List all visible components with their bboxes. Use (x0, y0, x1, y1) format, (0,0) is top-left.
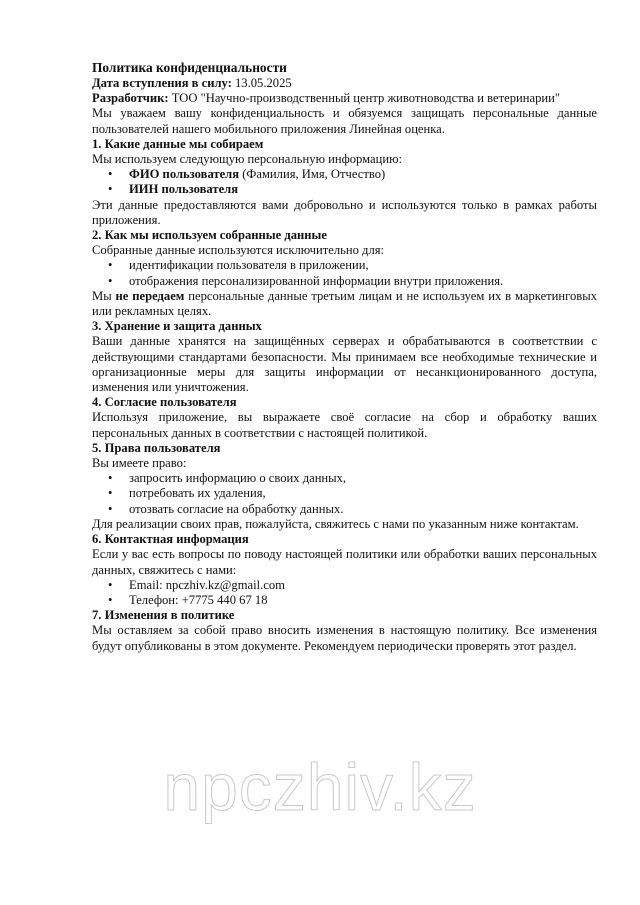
note-bold: не передаем (115, 288, 185, 303)
section-6-heading: 6. Контактная информация (92, 532, 249, 547)
effective-date-label: Дата вступления в силу: (92, 76, 232, 90)
contact-phone: • Телефон: +7775 440 67 18 (92, 593, 597, 608)
section-1-note: Эти данные предоставляются вами добровольно и используются только в рамках работы приложения. (92, 197, 597, 227)
section-3-heading: 3. Хранение и защита данных (92, 319, 262, 334)
developer-label: Разработчик: (92, 91, 169, 106)
intro-paragraph: Мы уважаем вашу конфиденциальность и обязуемся защищать персональные данные пользователей нашего мобильного приложения Линейная оценка. (92, 106, 597, 136)
section-5-list (92, 471, 597, 517)
list-item: • идентификации пользователя в приложении, (92, 258, 597, 273)
document-body (92, 60, 597, 654)
section-5-note: Для реализации своих прав, пожалуйста, свяжитесь с нами по указанным ниже контактам. (92, 516, 579, 531)
section-7-text: Мы оставляем за собой право вносить изменения в настоящую политику. Все изменения будут опубликованы в этом документе. Рекомендуем периодически проверять этот раздел. (92, 623, 597, 653)
list-item: • отозвать согласие на обработку данных. (92, 502, 597, 517)
developer-value: ТОО "Научно-производственный центр животноводства и ветеринарии" (168, 91, 560, 106)
section-4-heading: 4. Согласие пользователя (92, 395, 237, 410)
document-title: Политика конфиденциальности (92, 60, 287, 75)
section-1-list (92, 167, 597, 197)
section-1-lead: Мы используем следующую персональную информацию: (92, 152, 403, 167)
list-item: • запросить информацию о своих данных, (92, 471, 597, 486)
section-6-text: Если у вас есть вопросы по поводу настоящей политики или обработки ваших персональных данных, свяжитесь с нами: (92, 547, 597, 577)
note-text: Мы (92, 288, 116, 303)
section-5-lead: Вы имеете право: (92, 456, 187, 471)
section-2-lead: Собранные данные используются исключительно для: (92, 243, 385, 258)
developer (92, 91, 597, 106)
note-text: персональные данные третьим лицам и не используем их в маркетинговых или рекламных целях. (92, 288, 597, 319)
list-item: • отображения персонализированной информации внутри приложения. (92, 274, 597, 289)
effective-date-value: 13.05.2025 (231, 76, 292, 90)
watermark: npczhiv.kz (163, 750, 477, 824)
section-2-note (92, 289, 597, 319)
list-item-text: (Фамилия, Имя, Отчество) (239, 167, 386, 182)
effective-date (92, 76, 597, 91)
section-3-text: Ваши данные хранятся на защищённых серверах и обрабатываются в соответствии с действующими стандартами безопасности. Мы принимаем все необходимые технические и организационные меры для защиты информации от несанкционированного доступа, изменения или уничтожения. (92, 334, 597, 395)
section-4-text: Используя приложение, вы выражаете своё согласие на сбор и обработку ваших персональных данных в соответствии с настоящей политикой. (92, 410, 597, 440)
section-5-heading: 5. Права пользователя (92, 440, 221, 455)
section-1-heading: 1. Какие данные мы собираем (92, 136, 264, 151)
list-item (92, 167, 597, 182)
section-7-heading: 7. Изменения в политике (92, 608, 235, 623)
list-item: • потребовать их удаления, (92, 486, 597, 501)
list-item-bold: ИИН пользователя (129, 182, 239, 197)
section-2-heading: 2. Как мы используем собранные данные (92, 228, 327, 243)
list-item (92, 182, 597, 197)
list-item-bold: ФИО пользователя (129, 167, 240, 182)
section-6-list (92, 578, 597, 608)
section-2-list (92, 258, 597, 288)
contact-email: • Email: npczhiv.kz@gmail.com (92, 578, 597, 593)
